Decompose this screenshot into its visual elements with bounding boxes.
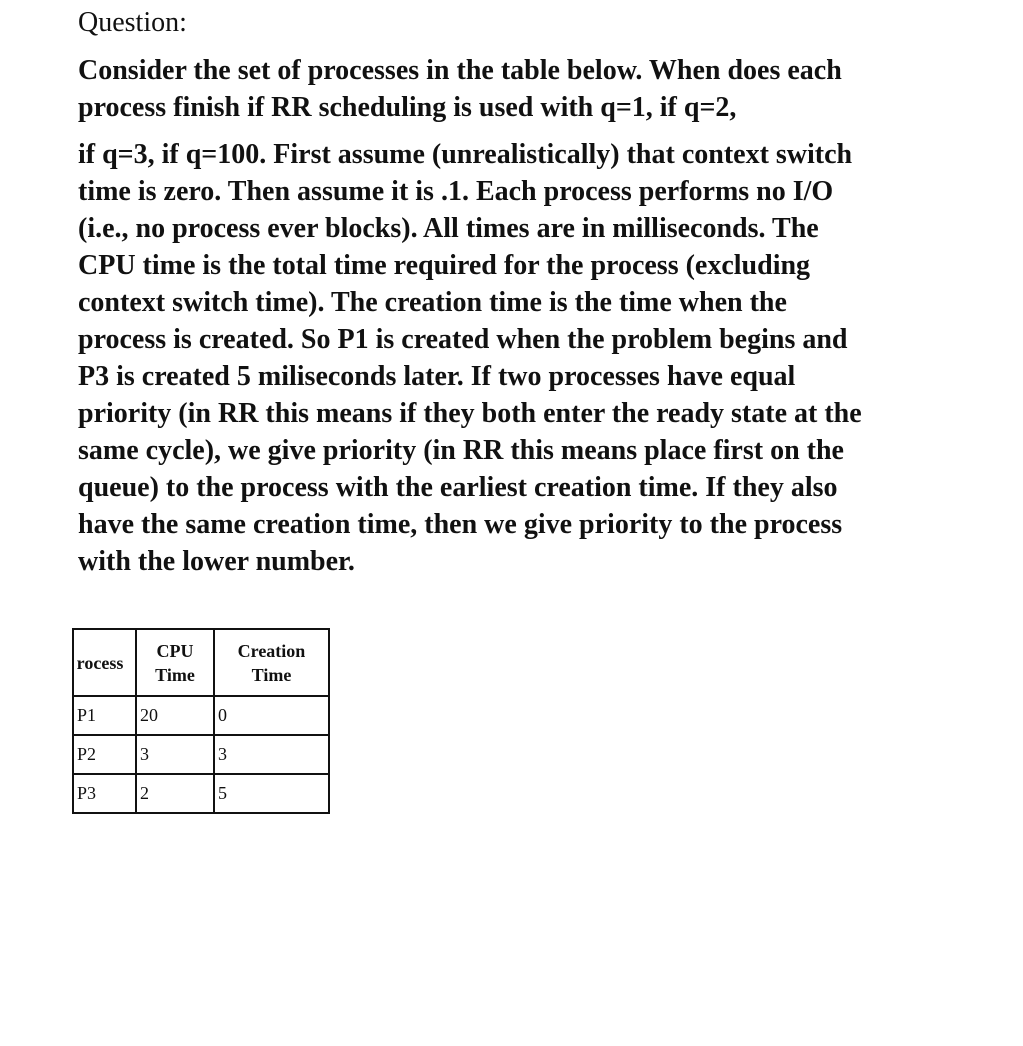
header-creation-time [214,629,329,696]
header-process-label: rocess [76,652,124,673]
table-row [73,696,329,735]
cell-process: P1 [73,696,136,735]
header-creation-line2: Time [251,664,292,685]
question-paragraph [78,52,998,580]
table-row [73,735,329,774]
paragraph-line: process is created. So P1 is created when the problem begins and [78,324,848,355]
paragraph-line: same cycle), we give priority (in RR this means place first on the [78,435,844,466]
cell-cpu-time: 3 [136,735,214,774]
paragraph-line: P3 is created 5 miliseconds later. If two processes have equal [78,361,796,392]
paragraph-line: with the lower number. [78,546,355,577]
cell-process: P3 [73,774,136,813]
header-process [73,629,136,696]
header-cpu-line2: Time [155,664,195,685]
paragraph-line: queue) to the process with the earliest creation time. If they also [78,472,838,503]
question-heading: Question: [78,7,187,38]
paragraph-line: time is zero. Then assume it is .1. Each process performs no I/O [78,176,834,207]
process-table [72,628,330,814]
table-header-row [73,629,329,696]
cell-creation-time: 0 [214,696,329,735]
cell-cpu-time: 2 [136,774,214,813]
paragraph-line: priority (in RR this means if they both enter the ready state at the [78,398,862,429]
paragraph-line: Consider the set of processes in the table below. When does each [78,55,842,86]
header-creation-line1: Creation [237,640,306,661]
cell-creation-time: 3 [214,735,329,774]
header-cpu-line1: CPU [156,640,194,661]
cell-creation-time: 5 [214,774,329,813]
paragraph-line: process finish if RR scheduling is used with q=1, if q=2, [78,92,737,123]
paragraph-line: context switch time). The creation time is the time when the [78,287,787,318]
paragraph-line: if q=3, if q=100. First assume (unrealistically) that context switch [78,139,853,170]
paragraph-line: CPU time is the total time required for the process (excluding [78,250,811,281]
cell-cpu-time: 20 [136,696,214,735]
header-cpu-time [136,629,214,696]
paragraph-line: (i.e., no process ever blocks). All times are in milliseconds. The [78,213,819,244]
paragraph-line: have the same creation time, then we give priority to the process [78,509,843,540]
cell-process: P2 [73,735,136,774]
table-row [73,774,329,813]
